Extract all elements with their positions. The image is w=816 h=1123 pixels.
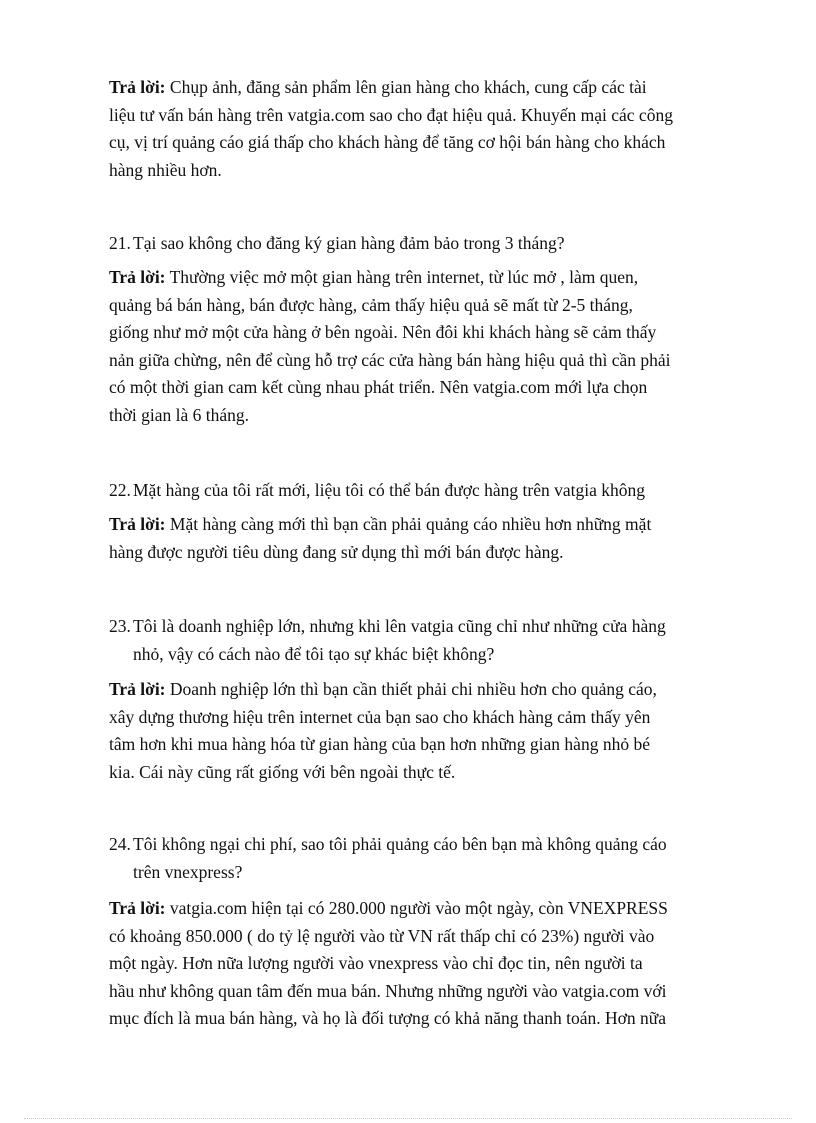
answer-22 xyxy=(109,511,734,566)
page-bottom-divider xyxy=(24,1118,792,1119)
answer-line: hầu như không quan tâm đến mua bán. Nhưng những người vào vatgia.com với xyxy=(109,980,667,1001)
question-21 xyxy=(109,230,734,258)
answer-line: Trả lời: vatgia.com hiện tại có 280.000 người vào một ngày, còn VNEXPRESS xyxy=(109,898,668,918)
question-text: Mặt hàng của tôi rất mới, liệu tôi có thể bán được hàng trên vatgia không xyxy=(133,480,646,500)
answer-label: Trả lời: xyxy=(109,267,166,287)
answer-line: xây dựng thương hiệu trên internet của bạn sao cho khách hàng cảm thấy yên xyxy=(109,706,651,727)
answer-line: một ngày. Hơn nữa lượng người vào vnexpress vào chỉ đọc tin, nên người ta xyxy=(109,953,643,973)
question-number: 21. xyxy=(109,233,131,253)
answer-line: Trả lời: Thường việc mở một gian hàng trên internet, từ lúc mở , làm quen, xyxy=(109,267,639,287)
question-24 xyxy=(109,831,734,886)
answer-line: cụ, vị trí quảng cáo giá thấp cho khách hàng để tăng cơ hội bán hàng cho khách xyxy=(109,132,666,152)
question-number: 22. xyxy=(109,480,131,500)
answer-line: hàng nhiều hơn. xyxy=(109,159,222,180)
question-number: 23. xyxy=(109,616,131,636)
answer-line: kia. Cái này cũng rất giống với bên ngoài thực tế. xyxy=(109,761,456,782)
question-22 xyxy=(109,477,734,505)
answer-line: mục đích là mua bán hàng, và họ là đối tượng có khả năng thanh toán. Hơn nữa xyxy=(109,1008,666,1028)
question-text: Tôi không ngại chi phí, sao tôi phải quảng cáo bên bạn mà không quảng cáo xyxy=(133,834,667,854)
answer-line: Trả lời: Doanh nghiệp lớn thì bạn cần thiết phải chi nhiều hơn cho quảng cáo, xyxy=(109,679,657,699)
answer-line: hàng được người tiêu dùng đang sử dụng thì mới bán được hàng. xyxy=(109,541,564,562)
intro-answer xyxy=(109,74,734,184)
answer-line: tâm hơn khi mua hàng hóa từ gian hàng của bạn hơn những gian hàng nhỏ bé xyxy=(109,734,650,754)
question-number: 24. xyxy=(109,834,131,854)
answer-line: nản giữa chừng, nên để cùng hỗ trợ các cửa hàng bán hàng hiệu quả thì cần phải xyxy=(109,349,671,370)
question-text: Tôi là doanh nghiệp lớn, nhưng khi lên vatgia cũng chỉ như những cửa hàng xyxy=(133,616,666,636)
question-text: Tại sao không cho đăng ký gian hàng đảm bảo trong 3 tháng? xyxy=(133,233,565,253)
answer-23 xyxy=(109,676,734,786)
answer-line: Trả lời: Mặt hàng càng mới thì bạn cần phải quảng cáo nhiều hơn những mặt xyxy=(109,514,652,534)
answer-line: có một thời gian cam kết cùng nhau phát triển. Nên vatgia.com mới lựa chọn xyxy=(109,377,648,397)
answer-21 xyxy=(109,264,734,429)
answer-line: có khoảng 850.000 ( do tỷ lệ người vào từ VN rất thấp chỉ có 23%) người vào xyxy=(109,925,655,946)
answer-line: liệu tư vấn bán hàng trên vatgia.com sao cho đạt hiệu quả. Khuyến mại các công xyxy=(109,104,673,125)
question-23 xyxy=(109,613,734,668)
question-text: nhỏ, vậy có cách nào để tôi tạo sự khác biệt không? xyxy=(133,643,495,664)
question-text: trên vnexpress? xyxy=(133,861,243,882)
answer-label: Trả lời: xyxy=(109,898,166,918)
answer-label: Trả lời: xyxy=(109,514,166,534)
answer-line: giống như mở một cửa hàng ở bên ngoài. Nên đôi khi khách hàng sẽ cảm thấy xyxy=(109,322,657,342)
answer-line: Trả lời: Chụp ảnh, đăng sản phẩm lên gian hàng cho khách, cung cấp các tài xyxy=(109,77,647,97)
answer-line: thời gian là 6 tháng. xyxy=(109,404,249,425)
answer-24 xyxy=(109,895,734,1033)
answer-line: quảng bá bán hàng, bán được hàng, cảm thấy hiệu quả sẽ mất từ 2-5 tháng, xyxy=(109,294,633,315)
answer-label: Trả lời: xyxy=(109,77,166,97)
answer-label: Trả lời: xyxy=(109,679,166,699)
